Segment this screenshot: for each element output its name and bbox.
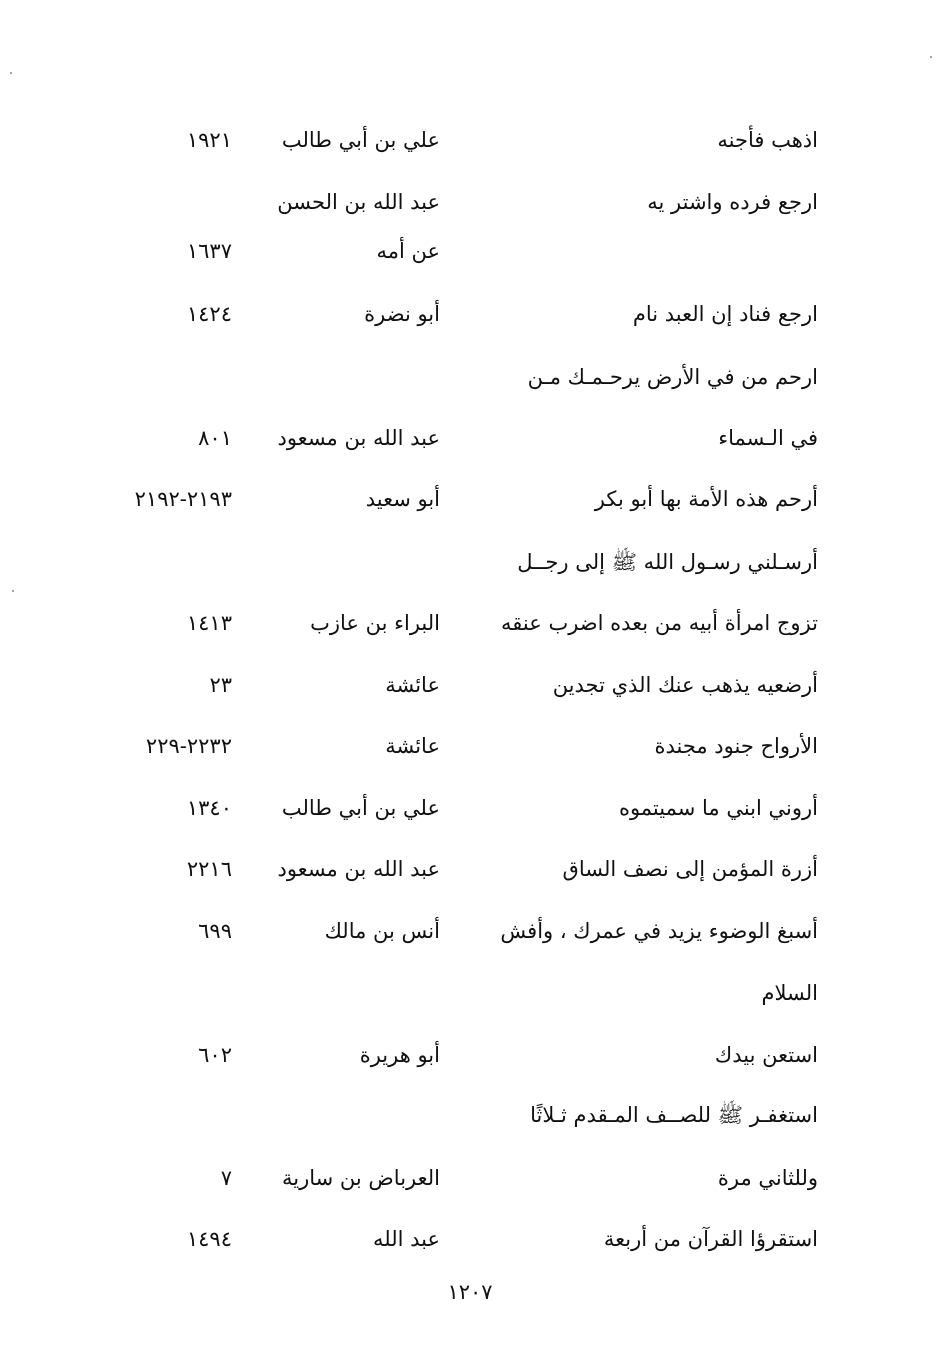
hadith-text: أزرة المؤمن إلى نصف الساق bbox=[562, 857, 818, 881]
index-row bbox=[0, 844, 940, 894]
hadith-number: ٧ bbox=[220, 1166, 232, 1190]
hadith-number: ٨٠١ bbox=[198, 426, 232, 450]
narrator-name: أبو هريرة bbox=[359, 1043, 440, 1067]
hadith-number: ١٣٤٠ bbox=[186, 796, 232, 820]
hadith-text: استعن بيدك bbox=[714, 1043, 818, 1067]
hadith-text: ارجع فرده واشتر يه bbox=[647, 190, 818, 214]
index-row bbox=[0, 721, 940, 771]
hadith-number: ١٤١٣ bbox=[186, 611, 232, 635]
narrator-name: البراء بن عازب bbox=[310, 611, 440, 635]
narrator-name: العرباض بن سارية bbox=[281, 1166, 440, 1190]
hadith-number: ١٦٣٧ bbox=[186, 239, 232, 263]
index-row bbox=[0, 1153, 940, 1203]
hadith-number: ١٤٢٤ bbox=[186, 302, 232, 326]
index-row bbox=[0, 906, 940, 956]
hadith-text: أرسـلني رسـول الله ﷺ إلى رجــل bbox=[517, 550, 818, 574]
hadith-text: اذهب فأجنه bbox=[717, 128, 818, 152]
index-row bbox=[0, 226, 940, 276]
hadith-text: وللثاني مرة bbox=[717, 1166, 818, 1190]
narrator-name: علي بن أبي طالب bbox=[281, 796, 440, 820]
hadith-text: أرضعيه يذهب عنك الذي تجدين bbox=[552, 673, 818, 697]
narrator-name: أنس بن مالك bbox=[324, 919, 440, 943]
narrator-name: عن أمه bbox=[376, 239, 440, 263]
hadith-text: استغفـر ﷺ للصــف المـقدم ثـلاثًا bbox=[530, 1103, 818, 1127]
hadith-number: ٢٢٣٢-٢٢٩ bbox=[145, 734, 232, 758]
narrator-name: عائشة bbox=[385, 673, 440, 697]
narrator-name: أبو سعيد bbox=[365, 487, 440, 511]
index-row bbox=[0, 783, 940, 833]
hadith-text: في الـسماء bbox=[718, 426, 818, 450]
hadith-number: ٢٣ bbox=[209, 673, 232, 697]
narrator-name: علي بن أبي طالب bbox=[281, 128, 440, 152]
hadith-number: ١٤٩٤ bbox=[186, 1227, 232, 1251]
index-row bbox=[0, 1030, 940, 1080]
scan-speck bbox=[10, 72, 12, 74]
narrator-name: عبد الله بن مسعود bbox=[277, 857, 440, 881]
narrator-name: عبد الله bbox=[372, 1227, 440, 1251]
hadith-text: أرحم هذه الأمة بها أبو بكر bbox=[594, 487, 818, 511]
narrator-name: عبد الله بن مسعود bbox=[277, 426, 440, 450]
page-number: ١٢٠٧ bbox=[447, 1280, 493, 1304]
index-row bbox=[0, 289, 940, 339]
index-row bbox=[0, 1090, 940, 1140]
index-row bbox=[0, 115, 940, 165]
hadith-number: ٢١٩٣-٢١٩٢ bbox=[134, 487, 232, 511]
narrator-name: عائشة bbox=[385, 734, 440, 758]
hadith-number: ٦٠٢ bbox=[198, 1043, 232, 1067]
hadith-text: أسبغ الوضوء يزيد في عمرك ، وأفش bbox=[500, 919, 818, 943]
hadith-text: أروني ابني ما سميتموه bbox=[618, 796, 818, 820]
narrator-name: أبو نضرة bbox=[364, 302, 440, 326]
index-row bbox=[0, 474, 940, 524]
hadith-text: ارجع فناد إن العبد نام bbox=[632, 302, 818, 326]
hadith-number: ١٩٢١ bbox=[186, 128, 232, 152]
index-row bbox=[0, 413, 940, 463]
index-row bbox=[0, 660, 940, 710]
hadith-number: ٦٩٩ bbox=[198, 919, 232, 943]
hadith-text: الأرواح جنود مجندة bbox=[654, 734, 818, 758]
index-row bbox=[0, 1214, 940, 1264]
index-row bbox=[0, 177, 940, 227]
scan-speck bbox=[930, 56, 932, 58]
hadith-text: تزوج امرأة أبيه من بعده اضرب عنقه bbox=[501, 611, 818, 635]
hadith-number: ٢٢١٦ bbox=[186, 857, 232, 881]
hadith-text: السلام bbox=[761, 981, 818, 1005]
index-row bbox=[0, 968, 940, 1018]
index-row bbox=[0, 537, 940, 587]
index-row bbox=[0, 352, 940, 402]
narrator-name: عبد الله بن الحسن bbox=[277, 190, 440, 214]
index-row bbox=[0, 598, 940, 648]
hadith-text: استقرؤا القرآن من أربعة bbox=[603, 1227, 818, 1251]
scan-speck bbox=[12, 590, 14, 592]
hadith-text: ارحم من في الأرض يرحـمـك مـن bbox=[527, 365, 818, 389]
